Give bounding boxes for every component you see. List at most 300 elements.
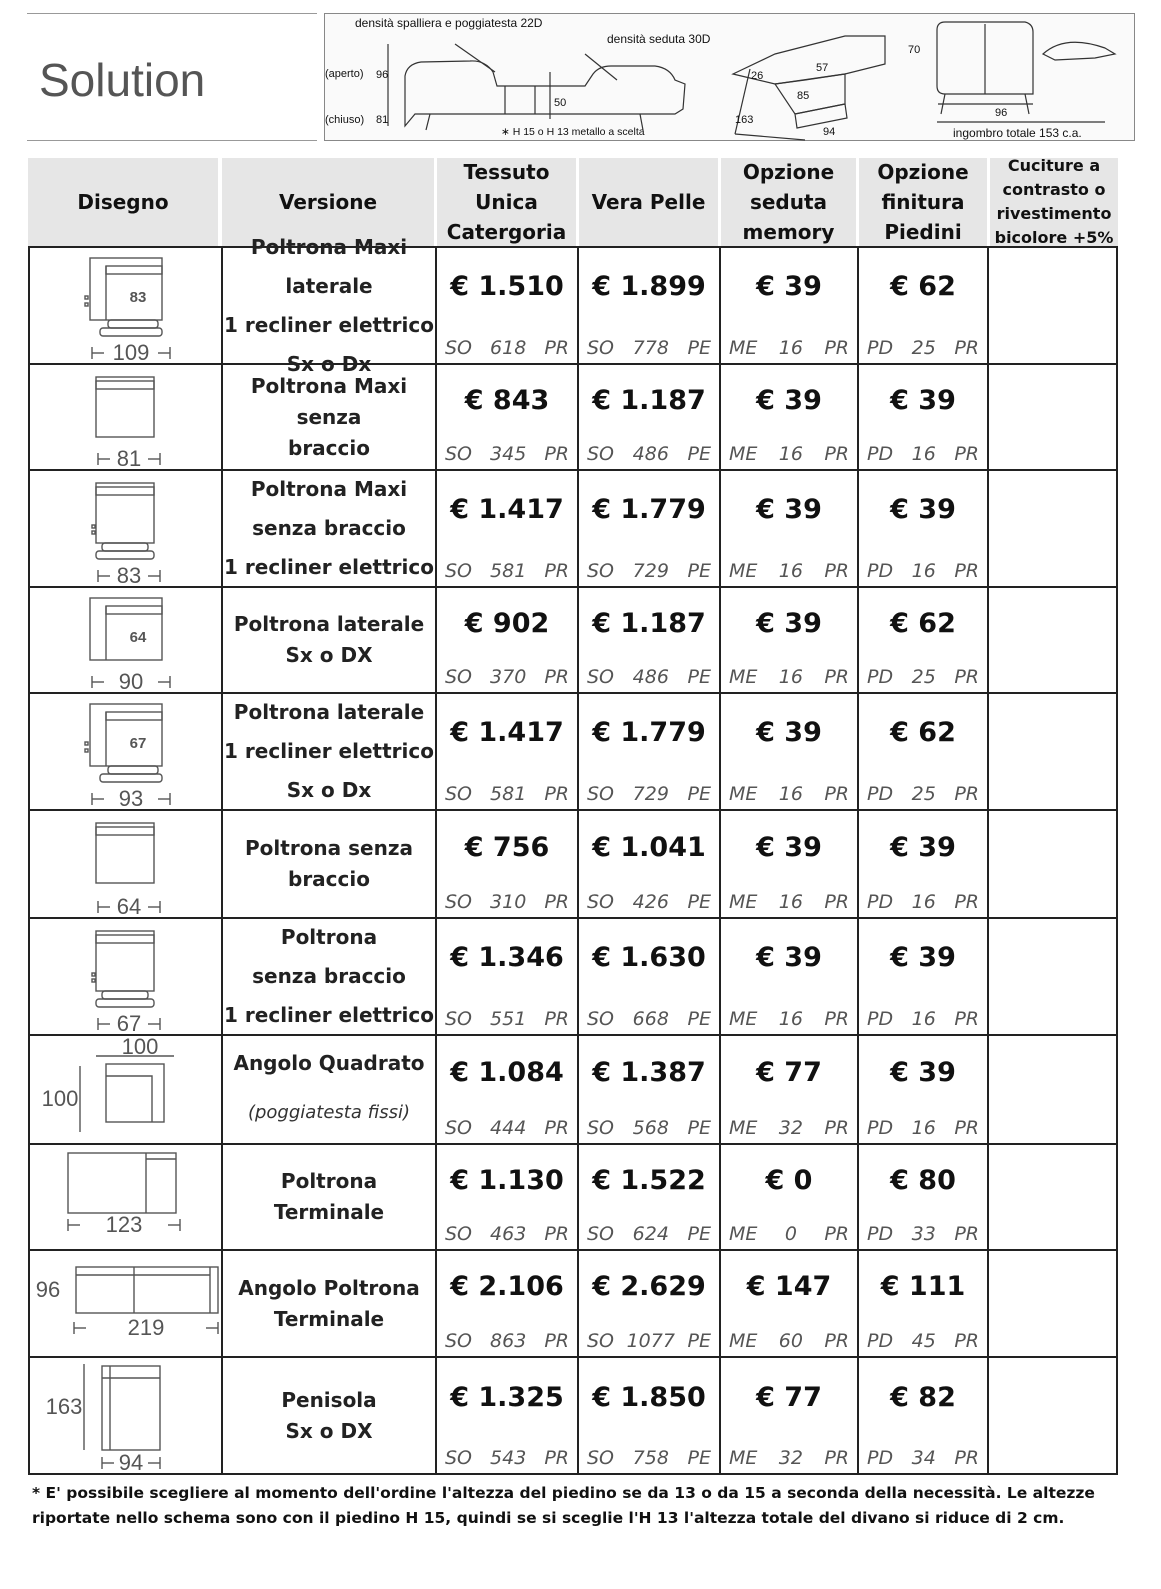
dim-163: 163 (735, 114, 754, 126)
cuciture-cell (987, 471, 1118, 586)
version-line: Poltrona Maxi senza (250, 373, 408, 429)
dimension-label: 123 (105, 1212, 143, 1237)
code-part: SO (587, 560, 615, 582)
dimension-label: 100 (41, 1086, 79, 1111)
tessuto-price: € 2.106 (450, 1271, 564, 1302)
price-code (859, 783, 987, 805)
code-part: 16 (911, 443, 936, 465)
version-cell (221, 1145, 435, 1249)
pelle-price-cell (577, 694, 719, 809)
col-tessuto: Tessuto Unica Catergoria (437, 158, 576, 246)
code-part: PR (954, 783, 979, 805)
code-part: 463 (490, 1223, 527, 1245)
footnote-line: riportate nello schema sono con il piedino H 15, quindi se si sceglie l'H 13 l'altezza totale del divano si riduce di 2 cm. (32, 1509, 1065, 1527)
code-part: PR (954, 891, 979, 913)
code-part: SO (587, 337, 615, 359)
pelle-price: € 1.779 (592, 494, 706, 525)
piedini-price: € 39 (890, 385, 956, 416)
version-line: Sx o Dx (286, 778, 372, 802)
dimension-label: 83 (116, 563, 142, 588)
tessuto-price-cell (435, 588, 577, 692)
drawing-cell (28, 1145, 221, 1249)
cuciture-cell (987, 365, 1118, 469)
header-divider (27, 13, 317, 14)
dimension-label: 83 (129, 289, 147, 306)
dimension-label: 64 (116, 894, 142, 919)
code-part: 486 (632, 666, 669, 688)
version-line: Sx o Dx (286, 351, 372, 376)
version-line: Penisola (281, 1387, 377, 1412)
code-part: SO (587, 1447, 615, 1469)
code-part: 16 (778, 443, 803, 465)
code-part: SO (587, 666, 615, 688)
code-part: SO (587, 891, 615, 913)
table-row (28, 809, 1118, 917)
dim-57: 57 (816, 62, 829, 74)
code-part: PR (544, 1447, 569, 1469)
module-drawing-icon (30, 365, 223, 471)
price-code (721, 443, 857, 465)
code-part: PD (867, 666, 894, 688)
memory-price-cell (719, 365, 857, 469)
code-part: SO (445, 1223, 473, 1245)
version-cell (221, 365, 435, 469)
piedini-price: € 80 (890, 1165, 956, 1196)
code-part: PE (687, 1330, 711, 1352)
piedini-price: € 62 (890, 717, 956, 748)
dimension-label: 94 (118, 1450, 144, 1475)
code-part: PE (687, 1008, 711, 1030)
code-part: PR (544, 783, 569, 805)
code-part: PE (687, 1117, 711, 1139)
code-part: SO (587, 1223, 615, 1245)
pelle-price: € 2.629 (592, 1271, 706, 1302)
code-part: SO (587, 1008, 615, 1030)
version-cell (221, 694, 435, 809)
code-part: 581 (490, 560, 527, 582)
code-part: 543 (490, 1447, 527, 1469)
piedini-price: € 39 (890, 494, 956, 525)
memory-price: € 147 (746, 1271, 832, 1302)
cuciture-cell (987, 1036, 1118, 1143)
code-part: PR (824, 891, 849, 913)
dim-70: 70 (908, 44, 921, 56)
version-cell (221, 919, 435, 1034)
version-cell (221, 1036, 435, 1143)
pelle-price-cell (577, 248, 719, 363)
price-code (721, 1008, 857, 1030)
pelle-price: € 1.041 (592, 832, 706, 863)
code-part: PR (544, 337, 569, 359)
version-cell (221, 471, 435, 586)
tessuto-price: € 1.417 (450, 717, 564, 748)
code-part: 16 (778, 337, 803, 359)
code-part: ME (729, 891, 758, 913)
drawing-cell (28, 1251, 221, 1356)
version-line: Poltrona senza (245, 836, 413, 860)
memory-price: € 39 (756, 385, 822, 416)
tessuto-price-cell (435, 365, 577, 469)
code-part: 16 (778, 891, 803, 913)
price-code (721, 666, 857, 688)
code-part: 486 (632, 443, 669, 465)
memory-price-cell (719, 811, 857, 917)
price-code (859, 560, 987, 582)
dimension-label: 100 (121, 1036, 159, 1059)
pelle-price: € 1.899 (592, 271, 706, 302)
piedini-price-cell (857, 1251, 987, 1356)
tessuto-price: € 1.130 (450, 1165, 564, 1196)
tessuto-price: € 843 (464, 385, 550, 416)
col-versione: Versione (222, 158, 434, 246)
price-code (437, 560, 577, 582)
piedini-price: € 39 (890, 942, 956, 973)
code-part: PR (954, 1223, 979, 1245)
col-cuciture: Cuciture a contrasto o rivestimento bicolore +5% (990, 158, 1118, 246)
price-code (579, 443, 719, 465)
height-open: 96 (376, 69, 389, 81)
price-code (579, 337, 719, 359)
dim-94: 94 (823, 126, 836, 138)
price-code (437, 891, 577, 913)
version-line: 1 recliner elettrico (224, 739, 434, 763)
price-code (579, 666, 719, 688)
version-line: Poltrona Maxi (250, 477, 408, 501)
pelle-price-cell (577, 365, 719, 469)
memory-price-cell (719, 588, 857, 692)
dimension-label: 219 (127, 1315, 165, 1340)
price-code (579, 560, 719, 582)
code-part: 16 (778, 560, 803, 582)
version-line: Sx o DX (285, 643, 373, 667)
piedini-price-cell (857, 919, 987, 1034)
code-part: SO (445, 337, 473, 359)
total-note: ingombro totale 153 c.a. (953, 126, 1082, 140)
cuciture-cell (987, 919, 1118, 1034)
version-cell (221, 1251, 435, 1356)
memory-price: € 0 (765, 1165, 813, 1196)
price-code (437, 443, 577, 465)
memory-price-cell (719, 694, 857, 809)
code-part: PR (544, 1008, 569, 1030)
table-row (28, 234, 1118, 376)
dim-26: 26 (751, 70, 764, 82)
price-code (579, 1117, 719, 1139)
code-part: 624 (632, 1223, 669, 1245)
code-part: 551 (490, 1008, 527, 1030)
price-code (721, 783, 857, 805)
version-line: Angolo Quadrato (233, 1050, 425, 1075)
price-code (859, 1117, 987, 1139)
piedini-price-cell (857, 1145, 987, 1249)
module-drawing-icon (30, 811, 223, 919)
price-code (721, 560, 857, 582)
module-drawing-icon (30, 694, 223, 811)
version-line: braccio (288, 867, 370, 891)
version-cell (221, 588, 435, 692)
code-part: 581 (490, 783, 527, 805)
code-part: PE (687, 666, 711, 688)
code-part: SO (587, 443, 615, 465)
cuciture-cell (987, 588, 1118, 692)
tessuto-price-cell (435, 1036, 577, 1143)
version-line: 1 recliner elettrico (224, 312, 434, 337)
code-part: PR (544, 1117, 569, 1139)
code-part: PR (954, 560, 979, 582)
back-density-label: densità spalliera e poggiatesta 22D (355, 16, 543, 30)
piedini-price-cell (857, 1358, 987, 1473)
price-code (721, 337, 857, 359)
pelle-price-cell (577, 471, 719, 586)
tessuto-price: € 1.325 (450, 1382, 564, 1413)
pelle-price-cell (577, 919, 719, 1034)
code-part: ME (729, 1330, 758, 1352)
code-part: 729 (632, 783, 669, 805)
code-part: PR (824, 337, 849, 359)
price-code (859, 1223, 987, 1245)
height-closed: 81 (376, 114, 389, 126)
memory-price-cell (719, 1251, 857, 1356)
code-part: PR (824, 443, 849, 465)
cuciture-cell (987, 694, 1118, 809)
price-code (859, 1008, 987, 1030)
code-part: PR (824, 1223, 849, 1245)
code-part: SO (445, 666, 473, 688)
brand-title: Solution (39, 54, 206, 106)
code-part: 33 (911, 1223, 936, 1245)
code-part: PR (954, 1447, 979, 1469)
module-drawing-icon (30, 1036, 223, 1145)
module-drawing-icon (30, 919, 223, 1036)
code-part: ME (729, 560, 758, 582)
cuciture-cell (987, 1251, 1118, 1356)
version-line: Poltrona (280, 925, 378, 949)
memory-price-cell (719, 1358, 857, 1473)
memory-price-cell (719, 1145, 857, 1249)
code-part: SO (445, 783, 473, 805)
piedini-price: € 39 (890, 1057, 956, 1088)
piedini-price: € 39 (890, 832, 956, 863)
code-part: 16 (911, 1117, 936, 1139)
version-line: Poltrona Terminale (273, 1169, 385, 1224)
code-part: PE (687, 560, 711, 582)
table-row (28, 692, 1118, 809)
price-code (579, 1447, 719, 1469)
dimension-label: 109 (112, 340, 150, 365)
drawing-cell (28, 365, 221, 469)
tessuto-price-cell (435, 811, 577, 917)
version-line: Sx o DX (285, 1418, 373, 1443)
price-code (437, 783, 577, 805)
drawing-cell (28, 919, 221, 1034)
code-part: SO (445, 1008, 473, 1030)
code-part: PD (867, 1117, 894, 1139)
code-part: 345 (490, 443, 527, 465)
code-part: 444 (490, 1117, 527, 1139)
code-part: PE (687, 891, 711, 913)
piedini-price-cell (857, 365, 987, 469)
code-part: PR (544, 666, 569, 688)
drawing-cell (28, 588, 221, 692)
code-part: 16 (778, 666, 803, 688)
code-part: 16 (778, 783, 803, 805)
code-part: 32 (778, 1447, 803, 1469)
code-part: PR (544, 891, 569, 913)
code-part: 729 (632, 560, 669, 582)
code-part: PD (867, 443, 894, 465)
tessuto-price-cell (435, 1145, 577, 1249)
code-part: PR (954, 337, 979, 359)
pelle-price-cell (577, 811, 719, 917)
table-row (28, 469, 1118, 586)
code-part: PR (954, 1330, 979, 1352)
price-code (721, 1223, 857, 1245)
code-part: 16 (778, 1008, 803, 1030)
code-part: 16 (911, 891, 936, 913)
module-drawing-icon (30, 1145, 223, 1251)
memory-price: € 39 (756, 608, 822, 639)
dimension-label: 64 (129, 629, 147, 646)
header (27, 13, 1135, 141)
tessuto-price-cell (435, 471, 577, 586)
drawing-cell (28, 694, 221, 809)
tessuto-price: € 1.346 (450, 942, 564, 973)
sofa-diagram-drawing (325, 14, 1136, 142)
code-part: ME (729, 1447, 758, 1469)
memory-price-cell (719, 471, 857, 586)
code-part: SO (445, 1117, 473, 1139)
code-part: ME (729, 666, 758, 688)
price-code (437, 1117, 577, 1139)
code-part: PD (867, 783, 894, 805)
piedini-price-cell (857, 471, 987, 586)
version-cell (221, 1358, 435, 1473)
code-part: 310 (490, 891, 527, 913)
code-part: SO (587, 783, 615, 805)
code-part: PR (544, 560, 569, 582)
header-divider (27, 140, 317, 141)
price-code (721, 1117, 857, 1139)
table-row (28, 1143, 1118, 1249)
technical-diagram (324, 13, 1135, 141)
pelle-price-cell (577, 1036, 719, 1143)
memory-price: € 39 (756, 271, 822, 302)
piedini-price: € 62 (890, 271, 956, 302)
code-part: 25 (911, 666, 936, 688)
module-drawing-icon (30, 1358, 223, 1477)
version-cell (221, 811, 435, 917)
pelle-price: € 1.187 (592, 385, 706, 416)
pelle-price-cell (577, 1145, 719, 1249)
footnote-line: * E' possibile scegliere al momento dell'ordine l'altezza del piedino se da 13 o da 15 a seconda della necessità. Le altezze (32, 1484, 1095, 1502)
code-part: 618 (490, 337, 527, 359)
code-part: PD (867, 1330, 894, 1352)
version-line: Poltrona laterale (233, 612, 425, 636)
col-disegno: Disegno (28, 158, 218, 246)
seat-density-label: densità seduta 30D (607, 32, 711, 46)
table-row (28, 1034, 1118, 1143)
tessuto-price-cell (435, 1251, 577, 1356)
piedini-price-cell (857, 588, 987, 692)
piedini-price: € 111 (880, 1271, 966, 1302)
code-part: SO (445, 560, 473, 582)
code-part: PR (824, 666, 849, 688)
price-code (579, 1008, 719, 1030)
code-part: PR (824, 783, 849, 805)
drawing-cell (28, 1036, 221, 1143)
dimension-label: 93 (118, 786, 144, 811)
memory-price: € 39 (756, 832, 822, 863)
code-part: PR (544, 1223, 569, 1245)
col-piedini: Opzione finitura Piedini (859, 158, 987, 246)
version-line: braccio (288, 435, 370, 460)
version-line: Poltrona laterale (233, 700, 425, 724)
col-memory: Opzione seduta memory (721, 158, 856, 246)
table-row (28, 1249, 1118, 1356)
module-drawing-icon (30, 471, 223, 588)
code-part: PE (687, 443, 711, 465)
version-note: (poggiatesta fissi) (247, 1101, 411, 1123)
memory-price: € 77 (756, 1057, 822, 1088)
code-part: PR (954, 666, 979, 688)
tessuto-price: € 1.084 (450, 1057, 564, 1088)
code-part: SO (445, 1447, 473, 1469)
memory-price: € 39 (756, 717, 822, 748)
code-part: 758 (632, 1447, 669, 1469)
code-part: ME (729, 443, 758, 465)
price-code (859, 443, 987, 465)
pelle-price-cell (577, 1251, 719, 1356)
code-part: SO (445, 891, 473, 913)
dimension-label: 96 (35, 1277, 61, 1302)
dimension-label: 67 (129, 735, 147, 752)
code-part: 32 (778, 1117, 803, 1139)
piedini-price: € 82 (890, 1382, 956, 1413)
pelle-price: € 1.630 (592, 942, 706, 973)
tessuto-price: € 1.417 (450, 494, 564, 525)
module-drawing-icon (30, 1251, 223, 1358)
code-part: 16 (911, 560, 936, 582)
price-code (437, 1330, 577, 1352)
col-pelle: Vera Pelle (579, 158, 718, 246)
price-code (721, 1447, 857, 1469)
tessuto-price: € 902 (464, 608, 550, 639)
memory-price: € 77 (756, 1382, 822, 1413)
price-code (859, 666, 987, 688)
code-part: PR (824, 560, 849, 582)
code-part: PR (824, 1117, 849, 1139)
version-cell (221, 234, 435, 376)
price-code (859, 1447, 987, 1469)
closed-label: (chiuso) (325, 114, 365, 126)
drawing-cell (28, 248, 221, 363)
dimension-label: 81 (116, 446, 142, 471)
pelle-price-cell (577, 588, 719, 692)
code-part: PE (687, 1223, 711, 1245)
table-row (28, 1356, 1118, 1475)
cuciture-cell (987, 1358, 1118, 1473)
code-part: 45 (911, 1330, 936, 1352)
code-part: SO (445, 1330, 473, 1352)
price-code (859, 891, 987, 913)
code-part: 0 (784, 1223, 797, 1245)
open-label: (aperto) (325, 68, 364, 80)
tessuto-price-cell (435, 1358, 577, 1473)
dimension-label: 163 (45, 1394, 83, 1419)
code-part: PR (824, 1008, 849, 1030)
drawing-cell (28, 471, 221, 586)
version-line: 1 recliner elettrico (224, 1003, 434, 1027)
